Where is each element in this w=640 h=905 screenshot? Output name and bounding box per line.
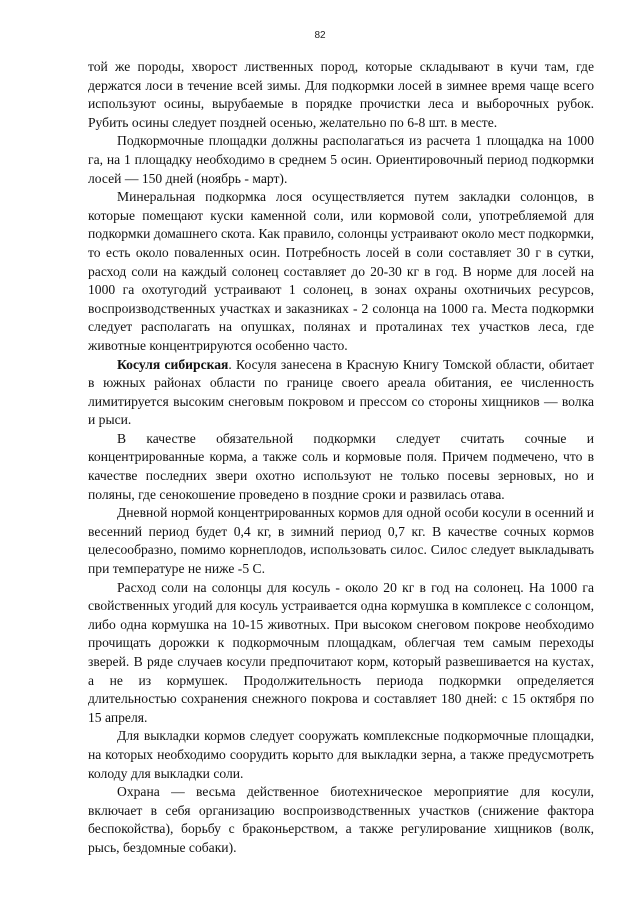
- text-body: [88, 58, 594, 858]
- paragraph-3: Минеральная подкормка лося осуществляется путем закладки солонцов, в которые помещают куски каменной соли, или кормовой соли, употребляемой для подкормки домашнего скота. Как правило, солонцы устраивают около мест подкормки, то есть около поваленных осин. Потребность лосей в соли составляет 30 г в сутки, расход соли на каждый солонец составляет до 20-30 кг в год. В норме для лосей на 1000 га охотугодий устраивают 1 солонец, в зонах охраны охотничьих ресурсов, воспроизводственных участках и заказниках - 2 солонца на 1000 га. Места подкормки следует располагать на опушках, полянах и проталинах тех участков леса, где животные концентрируются особенно часто.: [88, 189, 594, 353]
- paragraph-2: Подкормочные площадки должны располагаться из расчета 1 площадка на 1000 га, на 1 площадку необходимо в среднем 5 осин. Ориентировочный период подкормки лосей — 150 дней (ноябрь - март).: [88, 133, 594, 186]
- paragraph-5: В качестве обязательной подкормки следует считать сочные и концентрированные корма, а также соль и кормовые поля. Причем подмечено, что в качестве последних звери охотно используют не только посевы зерновых, но и поляны, где сенокошение проведено в поздние сроки и развилась отава.: [88, 430, 594, 502]
- page-number: 82: [314, 30, 326, 41]
- paragraph-7: Расход соли на солонцы для косуль - около 20 кг в год на солонец. На 1000 га свойственных угодий для косуль устраивается одна кормушка в комплексе с солонцом, либо одна кормушка на 10-15 животных. При высоком снеговом покрове необходимо прочищать дорожки к подкормочным площадкам, облегчая тем самым переходы зверей. В ряде случаев косули предпочитают корм, который развешивается на кустах, а не из кормушек. Продолжительность периода подкормки определяется длительностью сохранения снежного покрова и составляет 180 дней: с 15 октября по 15 апреля.: [88, 579, 594, 725]
- paragraph-9: Охрана — весьма действенное биотехническое мероприятие для косули, включает в себя организацию воспроизводственных участков (снижение фактора беспокойства), борьбу с браконьерством, а также регулирование хищников (волк, рысь, бездомные собаки).: [88, 784, 594, 855]
- paragraph-6: Дневной нормой концентрированных кормов для одной особи косули в осенний и весенний период будет 0,4 кг, в зимний период 0,7 кг. В качестве сочных кормов целесообразно, помимо корнеплодов, использовать силос. Силос следует выкладывать при температуре не ниже -5 С.: [88, 505, 594, 577]
- paragraph-1: той же породы, хворост лиственных пород, которые складывают в кучи там, где держатся лоси в течение всей зимы. Для подкормки лосей в зимнее время чаще всего используют осины, вырубаемые в порядке прочистки леса и выборочных рубок. Рубить осины следует поздней осенью, желательно по 6-8 шт. в месте.: [88, 59, 594, 130]
- section-heading: Косуля сибирская: [117, 356, 229, 372]
- paragraph-8: Для выкладки кормов следует сооружать комплексные подкормочные площадки, на которых необходимо соорудить корыто для выкладки зерна, а также предусмотреть колоду для выкладки соли.: [88, 728, 594, 781]
- paragraph-4-text: . Косуля занесена в Красную Книгу Томской области, обитает в южных районах области по границе своего ареала обитания, ее численность лимитируется высоким снеговым покровом и прессом со стороны хищников — волка и рыси.: [88, 356, 594, 428]
- paragraph-4: [88, 356, 594, 430]
